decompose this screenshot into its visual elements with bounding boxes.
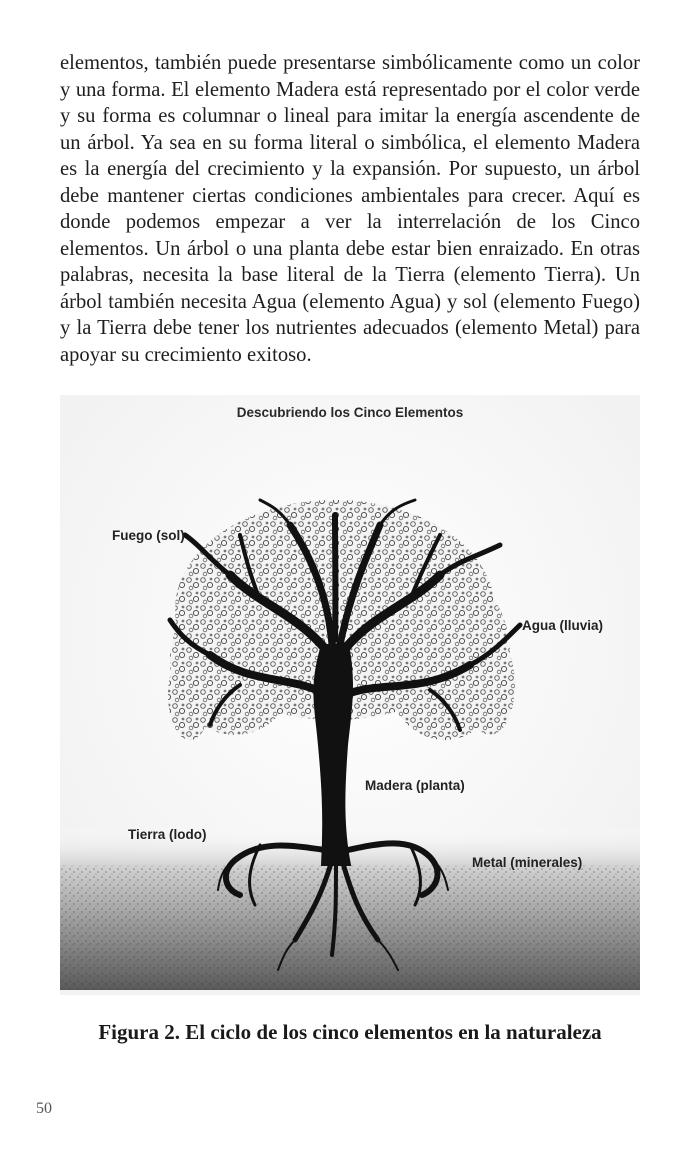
label-madera: Madera (planta) xyxy=(365,778,465,793)
label-fuego: Fuego (sol) xyxy=(112,528,185,543)
figure-caption: Figura 2. El ciclo de los cinco elementos en la naturaleza xyxy=(98,1020,602,1044)
tree-illustration xyxy=(60,395,640,995)
label-metal: Metal (minerales) xyxy=(472,855,583,870)
five-elements-figure xyxy=(60,395,640,995)
label-agua: Agua (lluvia) xyxy=(522,618,604,633)
label-tierra: Tierra (lodo) xyxy=(128,827,207,842)
figure-title: Descubriendo los Cinco Elementos xyxy=(236,405,464,420)
body-paragraph: elementos, también puede presentarse simbólicamente como un color y una forma. El elemento Madera está representado por el color verde y su forma es columnar o lineal para imitar la energía ascendente de un árbol. Ya sea en su forma literal o simbólica, el elemento Madera es la energía del crecimiento y la expansión. Por supuesto, un árbol debe mantener ciertas condiciones ambientales para crecer. Aquí es donde podemos empezar a ver la interrelación de los Cinco elementos. Un árbol o una planta debe estar bien enraizado. En otras palabras, necesita la base literal de la Tierra (elemento Tierra). Un árbol también necesita Agua (elemento Agua) y sol (elemento Fuego) y la Tierra debe tener los nutrientes adecuados (elemento Metal) para apoyar su crecimiento exitoso. xyxy=(60,52,640,366)
page-number: 50 xyxy=(36,1100,52,1117)
